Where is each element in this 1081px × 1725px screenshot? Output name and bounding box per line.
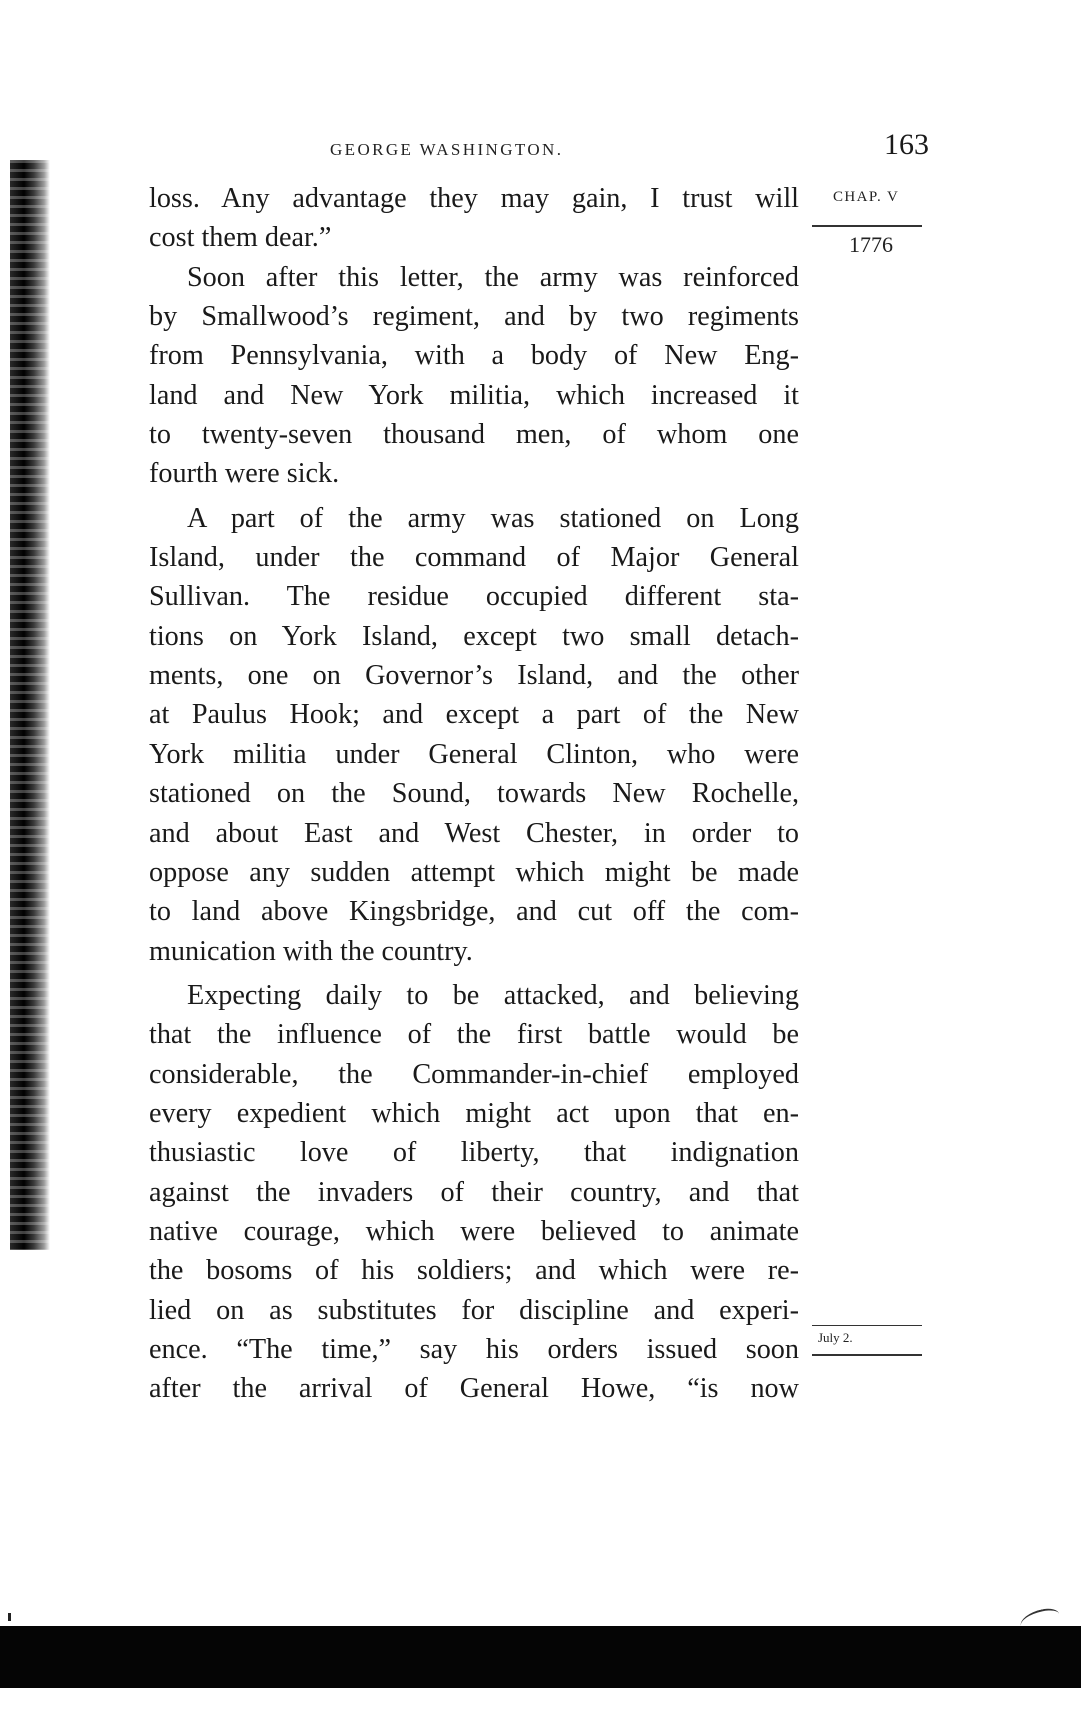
text-line: lied on as substitutes for discipline and experi- xyxy=(149,1294,799,1326)
text-line: loss. Any advantage they may gain, I trust will xyxy=(149,183,799,214)
text-line: at Paulus Hook; and except a part of the New xyxy=(149,699,799,731)
text-line: to twenty-seven thousand men, of whom one xyxy=(149,419,799,451)
text-line: every expedient which might act upon that en- xyxy=(149,1097,799,1129)
text-line: Sullivan. The residue occupied different sta- xyxy=(149,581,799,613)
text-line: stationed on the Sound, towards New Rochelle, xyxy=(149,778,799,810)
scanned-binding-edge xyxy=(10,160,50,1250)
text-line: fourth were sick. xyxy=(149,458,340,490)
chapter-rule xyxy=(812,225,922,227)
year-side-note: 1776 xyxy=(849,232,893,257)
chapter-side-note: CHAP. V xyxy=(833,189,900,205)
date-rule-top xyxy=(812,1325,922,1326)
page-number: 163 xyxy=(884,128,929,161)
text-line: Soon after this letter, the army was reinforced xyxy=(187,261,799,293)
text-line: after the arrival of General Howe, “is now xyxy=(149,1373,799,1405)
text-line: Island, under the command of Major General xyxy=(149,542,799,574)
text-line: York militia under General Clinton, who were xyxy=(149,738,799,770)
text-line: the bosoms of his soldiers; and which were re- xyxy=(149,1255,799,1287)
text-line: to land above Kingsbridge, and cut off the com- xyxy=(149,896,799,928)
text-line: land and New York militia, which increased it xyxy=(149,379,799,411)
text-line: oppose any sudden attempt which might be made xyxy=(149,856,799,888)
date-side-note: July 2. xyxy=(818,1330,853,1345)
text-line: from Pennsylvania, with a body of New Eng- xyxy=(149,340,799,372)
text-line: and about East and West Chester, in order to xyxy=(149,817,799,849)
body-text xyxy=(149,179,799,1409)
text-line: thusiastic love of liberty, that indignation xyxy=(149,1137,799,1169)
text-line: tions on York Island, except two small detach- xyxy=(149,620,799,652)
text-line: cost them dear.” xyxy=(149,222,332,254)
text-line: munication with the country. xyxy=(149,935,473,967)
running-head: GEORGE WASHINGTON. xyxy=(330,140,564,159)
text-line: A part of the army was stationed on Long xyxy=(187,502,799,534)
scan-bottom-edge xyxy=(0,1626,1081,1688)
text-line: by Smallwood’s regiment, and by two regiments xyxy=(149,301,799,333)
text-line: Expecting daily to be attacked, and believing xyxy=(187,979,799,1011)
date-rule-bottom xyxy=(812,1354,922,1356)
text-line: that the influence of the first battle would be xyxy=(149,1019,799,1051)
text-line: native courage, which were believed to animate xyxy=(149,1215,799,1247)
text-line: against the invaders of their country, and that xyxy=(149,1176,799,1208)
text-line: ence. “The time,” say his orders issued soon xyxy=(149,1333,799,1365)
text-line: ments, one on Governor’s Island, and the other xyxy=(149,660,799,692)
text-line: considerable, the Commander-in-chief employed xyxy=(149,1058,799,1090)
scan-speck xyxy=(8,1613,11,1621)
